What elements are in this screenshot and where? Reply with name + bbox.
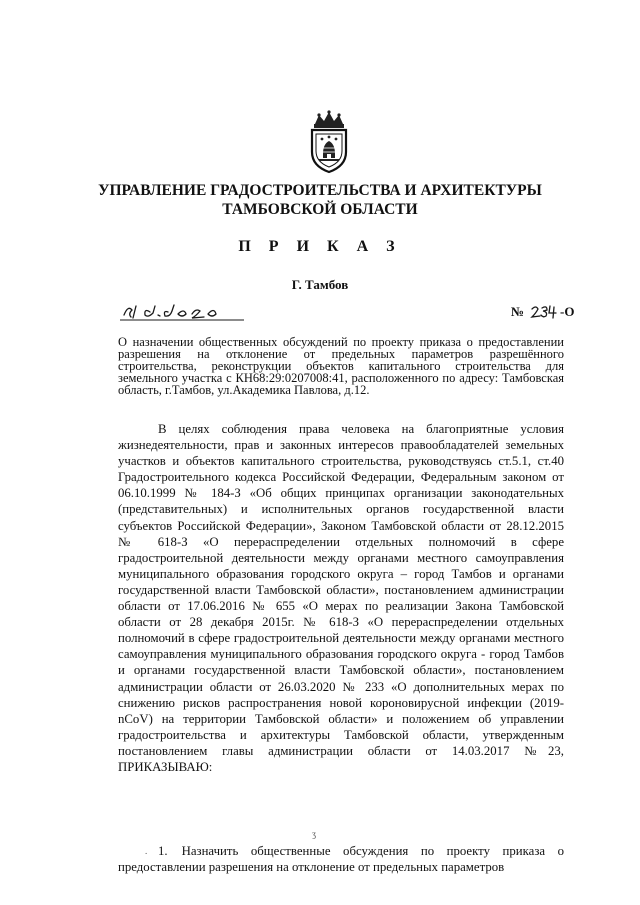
order-number-label: № — [511, 304, 525, 319]
point-text: Назначить общественные обсуждения по проекту приказа о предоставлении разрешения на отклонение от предельных параметров — [118, 844, 564, 875]
preamble-paragraph: В целях соблюдения права человека на благоприятные условия жизнедеятельности, прав и законных интересов правообладателей земельных участков и объектов капитального строительства, руководствуясь ст.5.1, ст.40 Градостроительного кодекса Российской Федерации, Федеральным законом от 06.10.1999 № 184-З «Об общих принципах организации законодательных (представительных) и исполнительных органов государственной власти субъектов Российской Федерации», Законом Тамбовской области от 28.12.2015 № 618-З «О перераспределении отдельных полномочий в сфере градостроительной деятельности между органами местного самоуправления муниципального образования городского округа – город Тамбов и органами государственной власти Тамбовской области», постановлением администрации области от 17.06.2016 № 655 «О мерах по реализации Закона Тамбовской области от 28 декабря 2015г. № 618-З «О перераспределении отдельных полномочий в сфере градостроительной деятельности между органами местного самоуправления муниципального образования городского округа - город Тамбов и органами государственной власти Тамбовской области», постановлением администрации области от 26.03.2020 № 233 «О дополнительных мерах по снижению рисков распространения новой короновирусной инфекции (2019-nCoV) на территории Тамбовской области» и положением об управлении градостроительства и архитектуры Тамбовской области, утвержденным постановлением главы администрации области от 14.03.2017 №23, ПРИКАЗЫВАЮ: — [118, 422, 564, 774]
document-type-title: П Р И К А З — [238, 238, 402, 255]
handwritten-order-number — [530, 303, 560, 319]
point-number: 1. — [158, 844, 168, 858]
order-subject: О назначении общественных обсуждений по проекту приказа о предоставлении разрешения на отклонение от предельных параметров разрешённого строительства, реконструкции объектов капитального строительства для земельного участка с КН68:29:0207008:41, расположенного по адресу: Тамбовская область, г.Тамбов, ул.Академика Павлова, д.12. — [118, 335, 564, 397]
city-label: Г. Тамбов — [291, 277, 349, 292]
scan-mark: . — [145, 846, 148, 856]
order-number-suffix: -О — [560, 304, 575, 319]
handwritten-date — [120, 302, 244, 322]
organization-name-line-1: УПРАВЛЕНИЕ ГРАДОСТРОИТЕЛЬСТВА И АРХИТЕКТУРЫ — [98, 182, 542, 199]
organization-name-line-2: ТАМБОВСКОЙ ОБЛАСТИ — [222, 201, 418, 218]
order-point-1 — [118, 843, 564, 875]
tambov-coat-of-arms-icon — [303, 110, 355, 176]
scan-mark: ʒ — [312, 829, 316, 839]
